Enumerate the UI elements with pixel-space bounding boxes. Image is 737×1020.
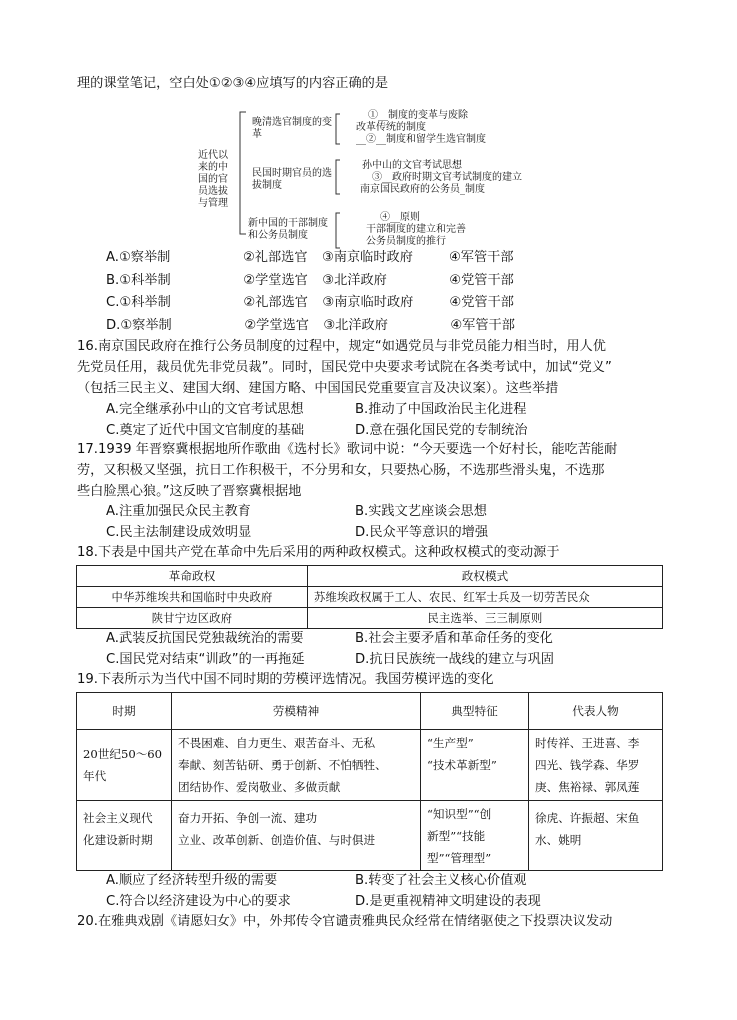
table-row xyxy=(77,587,663,608)
q18-option-a[interactable]: A.武装反抗国民党独裁统治的需要 xyxy=(106,631,304,646)
diagram-item: 南京国民政府的公务员_制度 xyxy=(360,184,485,195)
table-row xyxy=(77,801,663,871)
table-header: 政权模式 xyxy=(308,566,663,587)
table-cell-spirit: 不畏困难、自力更生、艰苦奋斗、无私 奉献、刻苦钻研、勇于创新、不怕牺牲、 团结协作、爱岗敬业、多做贡献 xyxy=(172,730,421,801)
table-header-row xyxy=(77,693,663,730)
q16-option-d[interactable]: D.意在强化国民党的专制统治 xyxy=(355,423,528,438)
q15-option-c[interactable]: C.①科举制 ②礼部选官 ③南京临时政府 ④党管干部 xyxy=(106,295,514,310)
table-cell-spirit: 奋力开拓、争创一流、建功 立业、改革创新、创造价值、与时俱进 xyxy=(172,801,421,871)
table-cell-feature: “生产型” “技术革新型” xyxy=(421,730,529,801)
table-cell: 中华苏维埃共和国临时中央政府 xyxy=(77,587,308,608)
q17-option-c[interactable]: C.民主法制建设成效明显 xyxy=(106,525,252,540)
table-cell-people: 时传祥、王进喜、李 四光、钱学森、华罗 庚、焦裕禄、郭凤莲 xyxy=(529,730,663,801)
diagram-item: ③__政府时期文官考试制度的建立 xyxy=(372,172,522,183)
diagram-item: 干部制度的建立和完善 xyxy=(366,224,466,235)
q17-option-d[interactable]: D.民众平等意识的增强 xyxy=(355,525,489,540)
q15-option-b[interactable]: B.①科举制 ②学堂选官 ③北洋政府 ④党管干部 xyxy=(106,272,514,288)
table-cell-feature: “知识型”“创 新型”“技能 型”“管理型” xyxy=(421,801,529,871)
table-cell-people: 徐虎、许振超、宋鱼 水、姚明 xyxy=(529,801,663,871)
table-header: 时期 xyxy=(77,693,172,730)
q18-stem: 18.下表是中国共产党在革命中先后采用的两种政权模式。这种政权模式的变动源于 xyxy=(77,545,560,560)
table-header: 革命政权 xyxy=(77,566,308,587)
q16-stem-line: （包括三民主义、建国大纲、建国方略、中国国民党重要宣言及决议案）。这些举措 xyxy=(77,381,559,396)
diagram-root: 近代以来的中国的官员选拔与管理 xyxy=(198,150,228,209)
q19-stem: 19.下表所示为当代中国不同时期的劳模评选情况。我国劳模评选的变化 xyxy=(77,672,494,687)
q15-options xyxy=(106,247,515,337)
diagram-item: 改革传统的制度 xyxy=(356,122,426,133)
q19-option-b[interactable]: B.转变了社会主义核心价值观 xyxy=(355,873,527,888)
q15-option-a[interactable]: A.①察举制 ②礼部选官 ③南京临时政府 ④军管干部 xyxy=(106,250,514,265)
q19-table xyxy=(76,692,663,871)
q18-option-b[interactable]: B.社会主要矛盾和革命任务的变化 xyxy=(355,631,553,646)
q20-stem: 20.在雅典戏剧《请愿妇女》中，外邦传令官谴责雅典民众经常在情绪驱使之下投票决议发动 xyxy=(77,914,613,929)
table-header-row xyxy=(77,566,663,587)
q19-option-a[interactable]: A.顺应了经济转型升级的需要 xyxy=(106,873,278,888)
q19-option-d[interactable]: D.是更重视精神文明建设的表现 xyxy=(355,894,541,909)
diagram-branch-republic: 民国时期官员的选拔制度 xyxy=(252,168,332,191)
table-cell-period: 社会主义现代 化建设新时期 xyxy=(77,801,172,871)
diagram-item: ①__制度的变革与废除 xyxy=(368,110,468,121)
q19-option-c[interactable]: C.符合以经济建设为中心的要求 xyxy=(106,894,291,909)
table-cell: 民主选举、三三制原则 xyxy=(308,608,663,629)
table-cell-period: 20世纪50～60 年代 xyxy=(77,730,172,801)
q16-option-c[interactable]: C.奠定了近代中国文官制度的基础 xyxy=(106,423,305,438)
q15-option-d[interactable]: D.①察举制 ②学堂选官 ③北洋政府 ④军管干部 xyxy=(106,317,515,333)
diagram-item: ④__原则 xyxy=(380,212,420,223)
q18-table xyxy=(76,565,663,629)
table-row xyxy=(77,608,663,629)
table-header: 典型特征 xyxy=(421,693,529,730)
q18-option-d[interactable]: D.抗日民族统一战线的建立与巩固 xyxy=(355,652,554,667)
table-cell: 陕甘宁边区政府 xyxy=(77,608,308,629)
q16-stem-line: 先党员任用，裁员优先非党员裁”。同时，国民党中央要求考试院在各类考试中，加试“党义” xyxy=(77,360,612,375)
q16-stem-line: 16.南京国民政府在推行公务员制度的过程中，规定“如遇党员与非党员能力相当时，用人优 xyxy=(77,339,606,354)
q15-stem: 理的课堂笔记，空白处①②③④应填写的内容正确的是 xyxy=(77,76,389,91)
table-cell: 苏维埃政权属于工人、农民、红军士兵及一切劳苦民众 xyxy=(308,587,663,608)
q16-option-a[interactable]: A.完全继承孙中山的文官考试思想 xyxy=(106,402,304,417)
q17-option-a[interactable]: A.注重加强民众民主教育 xyxy=(106,504,251,519)
table-header: 代表人物 xyxy=(529,693,663,730)
q16-option-b[interactable]: B.推动了中国政治民主化进程 xyxy=(355,402,527,417)
q17-stem-line: 劳，又积极又坚强，抗日工作积极干，不分男和女，只要热心肠，不选那些滑头鬼，不选那 xyxy=(77,463,605,478)
q17-option-b[interactable]: B.实践文艺座谈会思想 xyxy=(355,504,487,519)
q17-stem-line: 17.1939 年晋察冀根据地所作歌曲《选村长》歌词中说：“今天要选一个好村长，能吃苦能耐 xyxy=(77,442,618,457)
q17-stem-line: 些白脸黑心狼。”这反映了晋察冀根据地 xyxy=(77,484,302,499)
diagram-item: 公务员制度的推行 xyxy=(366,236,446,247)
diagram-item: __②__制度和留学生选官制度 xyxy=(356,134,486,145)
q18-option-c[interactable]: C.国民党对结束“训政”的一再拖延 xyxy=(106,652,305,667)
diagram-branch-prc: 新中国的干部制度和公务员制度 xyxy=(248,218,328,241)
diagram-item: 孙中山的文官考试思想 xyxy=(362,160,462,171)
table-row xyxy=(77,730,663,801)
table-header: 劳模精神 xyxy=(172,693,421,730)
diagram-branch-late-qing: 晚清选官制度的变革 xyxy=(252,117,332,140)
